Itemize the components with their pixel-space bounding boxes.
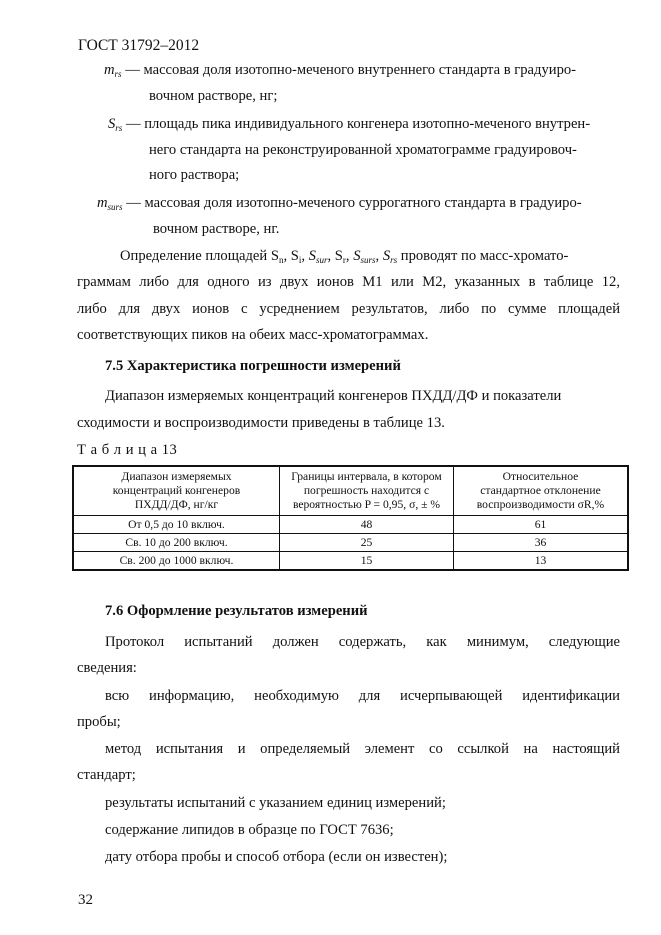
section-paragraph-line: Протокол испытаний должен содержать, как минимум, следующие [105, 634, 620, 650]
table-cell: Св. 200 до 1000 включ. [73, 552, 280, 571]
table-header-row [73, 466, 628, 516]
area-paragraph-line: Определение площадей $S_n$, $S_i$, $S_{sur}$, $S_r$, $S_{surs}$, $S_{rs}$ проводят по масс-хромато- [120, 248, 569, 265]
table-cell: 48 [280, 516, 454, 534]
table-cell: 15 [280, 552, 454, 571]
section-paragraph-line: результаты испытаний с указанием единиц измерений; [105, 795, 446, 811]
area-paragraph-line: граммам либо для одного из двух ионов M1 или M2, указанных в таблице 12, [77, 274, 620, 290]
table-header-cell: Относительное стандартное отклонение воспроизводимости σR,% [454, 466, 629, 516]
section-paragraph-line: сведения: [77, 660, 137, 676]
area-paragraph-line: соответствующих пиков на обеих масс-хроматограммах. [77, 327, 429, 343]
section-paragraph-line: Диапазон измеряемых концентраций конгенеров ПХДД/ДФ и показатели [105, 388, 562, 404]
table-header-cell: Диапазон измеряемых концентраций конгенеров ПХДД/ДФ, нг/кг [73, 466, 280, 516]
document-header: ГОСТ 31792–2012 [78, 37, 200, 54]
section-paragraph-line: стандарт; [77, 767, 136, 783]
area-paragraph-line: либо для двух ионов с усреднением результатов, либо по сумме площадей [77, 301, 620, 317]
table-cell: 25 [280, 534, 454, 552]
measurement-table [72, 465, 629, 571]
table-row [73, 552, 628, 571]
section-heading-7-5: 7.5 Характеристика погрешности измерений [105, 358, 401, 374]
table-header-cell: Границы интервала, в котором погрешность находится с вероятностью P = 0,95, σ, ± % [280, 466, 454, 516]
definition-symbol-mrs: $m_{rs}$ — массовая доля изотопно-меченого внутреннего стандарта в градуиро- [104, 62, 577, 79]
definition-text: вочном растворе, нг. [153, 221, 280, 237]
table-caption: Т а б л и ц а 13 [77, 442, 178, 458]
table-cell: 36 [454, 534, 629, 552]
table-cell: 13 [454, 552, 629, 571]
page-number: 32 [78, 892, 93, 908]
table-cell: Св. 10 до 200 включ. [73, 534, 280, 552]
definition-text: вочном растворе, нг; [149, 88, 278, 104]
definition-symbol-srs: $S_{rs}$ — площадь пика индивидуального конгенера изотопно-меченого внутрен- [108, 116, 591, 133]
table-cell: От 0,5 до 10 включ. [73, 516, 280, 534]
definition-text: него стандарта на реконструированной хроматограмме градуировоч- [149, 142, 577, 158]
section-paragraph-line: пробы; [77, 714, 121, 730]
section-paragraph-line: дату отбора пробы и способ отбора (если он известен); [105, 849, 448, 865]
table-row [73, 534, 628, 552]
section-heading-7-6: 7.6 Оформление результатов измерений [105, 603, 368, 619]
table-cell: 61 [454, 516, 629, 534]
definition-text: ного раствора; [149, 167, 240, 183]
section-paragraph-line: метод испытания и определяемый элемент со ссылкой на настоящий [105, 741, 620, 757]
definition-symbol-msurs: $m_{surs}$ — массовая доля изотопно-меченого суррогатного стандарта в градуиро- [97, 195, 582, 212]
section-paragraph-line: сходимости и воспроизводимости приведены в таблице 13. [77, 415, 445, 431]
section-paragraph-line: содержание липидов в образце по ГОСТ 7636; [105, 822, 394, 838]
table-row [73, 516, 628, 534]
section-paragraph-line: всю информацию, необходимую для исчерпывающей идентификации [105, 688, 620, 704]
